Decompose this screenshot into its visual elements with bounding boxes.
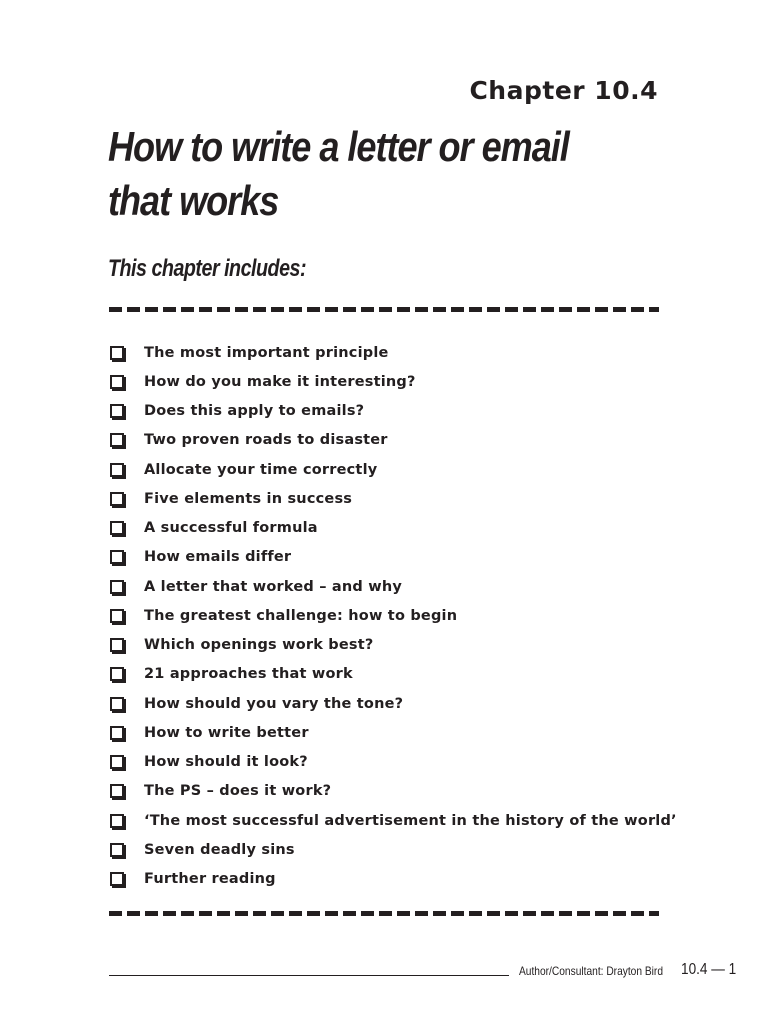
checklist-item: [110, 367, 677, 396]
checklist-item: [110, 484, 677, 513]
checkbox-icon: [110, 433, 124, 447]
checkbox-icon: [110, 843, 124, 857]
checklist-item: [110, 806, 677, 835]
checklist-item: [110, 748, 677, 777]
checklist-item: [110, 338, 677, 367]
checklist-item: [110, 865, 677, 894]
dashed-divider-top: [109, 307, 659, 312]
checklist-item: [110, 835, 677, 864]
checklist-item: [110, 631, 677, 660]
checklist-item-label: Further reading: [144, 871, 276, 888]
checkbox-icon: [110, 375, 124, 389]
checklist-item-label: How should you vary the tone?: [144, 695, 404, 712]
checklist-item-label: How do you make it interesting?: [144, 373, 416, 390]
checkbox-icon: [110, 784, 124, 798]
checklist-item-label: Seven deadly sins: [144, 841, 295, 858]
checklist-item: [110, 689, 677, 718]
checklist-item-label: How to write better: [144, 724, 309, 741]
checklist-item: [110, 426, 677, 455]
chapter-label: Chapter 10.4: [469, 76, 658, 105]
checklist-item-label: Does this apply to emails?: [144, 403, 365, 420]
contents-checklist: [110, 338, 677, 894]
footer-rule: [109, 975, 509, 976]
checklist-item-label: Which openings work best?: [144, 637, 374, 654]
checkbox-icon: [110, 492, 124, 506]
page-number: 10.4 — 1: [681, 961, 737, 978]
checklist-item: [110, 514, 677, 543]
checklist-item-label: 21 approaches that work: [144, 666, 353, 683]
dashed-divider-bottom: [109, 911, 659, 916]
checkbox-icon: [110, 346, 124, 360]
checkbox-icon: [110, 755, 124, 769]
checklist-item-label: The PS – does it work?: [144, 783, 332, 800]
checklist-item-label: The most important principle: [144, 344, 389, 361]
checklist-item-label: ‘The most successful advertisement in the history of the world’: [144, 812, 677, 829]
checklist-item-label: Two proven roads to disaster: [144, 432, 388, 449]
checklist-item: [110, 777, 677, 806]
checklist-item-label: How emails differ: [144, 549, 292, 566]
checkbox-icon: [110, 638, 124, 652]
checklist-item-label: How should it look?: [144, 754, 308, 771]
checklist-item: [110, 543, 677, 572]
checkbox-icon: [110, 550, 124, 564]
checklist-item-label: A letter that worked – and why: [144, 578, 403, 595]
checkbox-icon: [110, 726, 124, 740]
checklist-item: [110, 397, 677, 426]
checkbox-icon: [110, 667, 124, 681]
checklist-item-label: A successful formula: [144, 520, 318, 537]
checkbox-icon: [110, 697, 124, 711]
checkbox-icon: [110, 580, 124, 594]
checkbox-icon: [110, 404, 124, 418]
checklist-item-label: Allocate your time correctly: [144, 461, 378, 478]
checklist-item: [110, 572, 677, 601]
checkbox-icon: [110, 609, 124, 623]
checkbox-icon: [110, 872, 124, 886]
checklist-item-label: Five elements in success: [144, 490, 353, 507]
includes-heading: This chapter includes:: [108, 255, 307, 282]
footer-author: Author/Consultant: Drayton Bird: [519, 964, 664, 978]
checklist-item-label: The greatest challenge: how to begin: [144, 607, 458, 624]
checklist-item: [110, 718, 677, 747]
checkbox-icon: [110, 463, 124, 477]
checkbox-icon: [110, 814, 124, 828]
checklist-item: [110, 601, 677, 630]
checkbox-icon: [110, 521, 124, 535]
checklist-item: [110, 660, 677, 689]
checklist-item: [110, 455, 677, 484]
chapter-title: How to write a letter or email that works: [108, 123, 569, 224]
